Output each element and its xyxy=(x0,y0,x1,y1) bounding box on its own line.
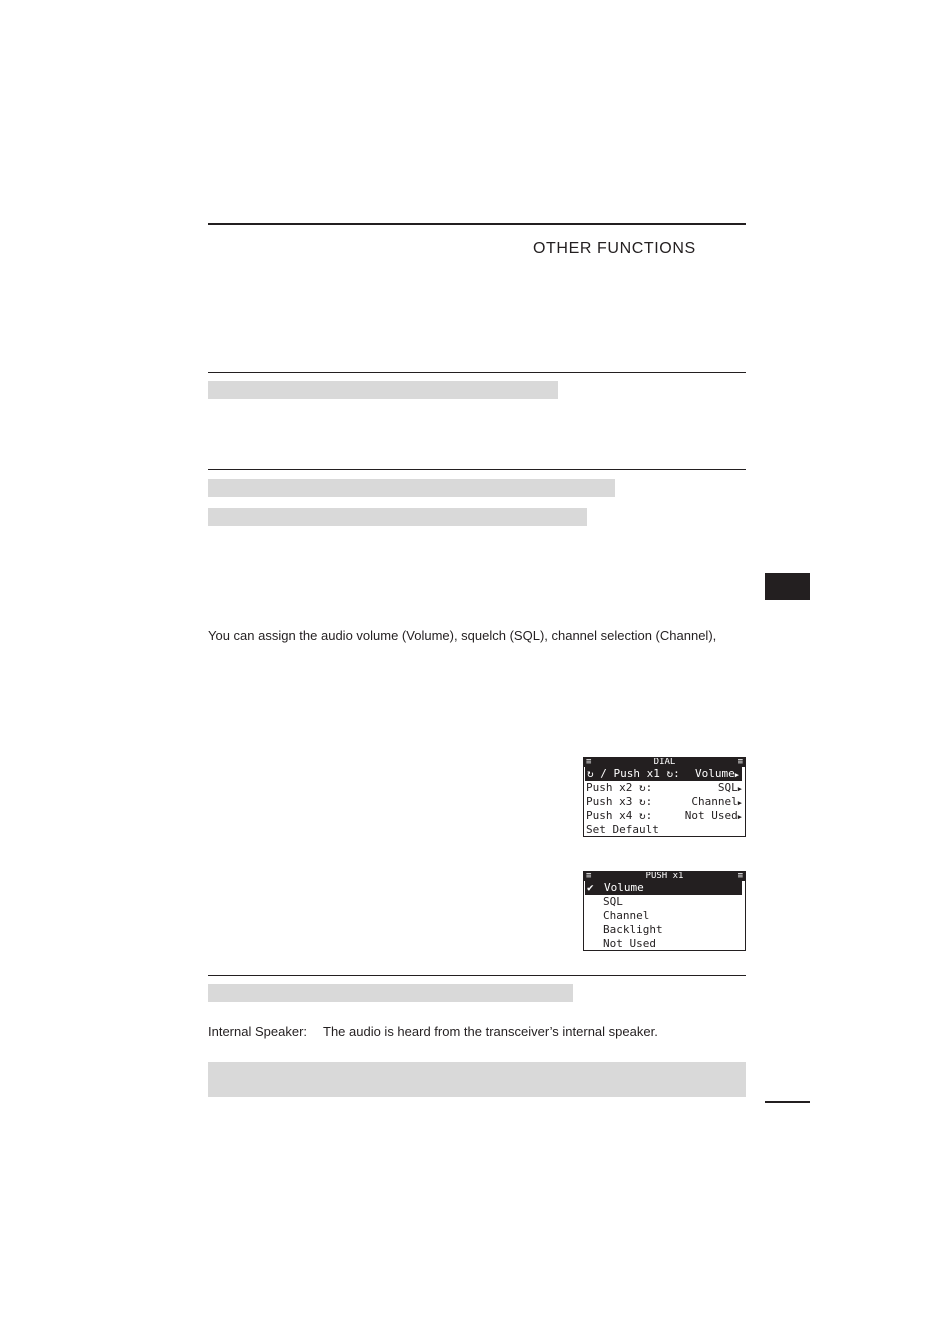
push-screen xyxy=(583,871,746,951)
right-arrow-icon: ▶ xyxy=(737,799,742,807)
menu-icon: ≡ xyxy=(586,871,592,881)
section-heading-bar xyxy=(208,381,558,399)
dial-row-push4[interactable] xyxy=(584,809,745,823)
push-screen-title: PUSH x1 xyxy=(645,871,684,881)
push-screen-titlebar xyxy=(584,872,745,881)
push-option-label: Backlight xyxy=(603,923,663,936)
push-option-volume[interactable] xyxy=(585,881,742,895)
menu-icon: ≡ xyxy=(737,871,743,881)
chapter-tab xyxy=(765,573,810,600)
note-box xyxy=(208,1062,746,1097)
section-heading-bar xyxy=(208,479,615,497)
header-rule xyxy=(208,223,746,225)
page-number-rule xyxy=(765,1101,810,1103)
chapter-title: OTHER FUNCTIONS xyxy=(533,240,696,257)
push-option-label: Not Used xyxy=(603,937,656,950)
dial-screen xyxy=(583,757,746,837)
section-rule xyxy=(208,372,746,373)
section-heading-bar xyxy=(208,984,573,1002)
dial-row-label: Push x4 ↻: xyxy=(586,809,653,822)
push-option-channel[interactable] xyxy=(584,909,745,923)
dial-row-value: Volume xyxy=(695,767,735,780)
section-rule xyxy=(208,469,746,470)
dial-row-push3[interactable] xyxy=(584,795,745,809)
push-option-label: Channel xyxy=(603,909,650,922)
menu-icon: ≡ xyxy=(737,757,743,767)
dial-row-value: Not Used xyxy=(684,809,738,822)
dial-row-label: Push x2 ↻: xyxy=(586,781,653,794)
push-option-not-used[interactable] xyxy=(584,937,745,951)
right-arrow-icon: ▶ xyxy=(737,785,742,793)
dial-row-value: SQL xyxy=(717,781,738,794)
dial-intro-text: You can assign the audio volume (Volume), squelch (SQL), channel selection (Channel), xyxy=(208,628,717,643)
right-arrow-icon: ▶ xyxy=(734,771,739,779)
push-option-label: Volume xyxy=(604,881,644,894)
dial-row-push2[interactable] xyxy=(584,781,745,795)
dial-row-label: Push x3 ↻: xyxy=(586,795,653,808)
right-arrow-icon: ▶ xyxy=(737,813,742,821)
dial-row-label: Set Default xyxy=(586,823,659,836)
speaker-definition xyxy=(208,1024,658,1039)
section-rule xyxy=(208,975,746,976)
push-option-label: SQL xyxy=(603,895,623,908)
speaker-description: The audio is heard from the transceiver’s internal speaker. xyxy=(323,1024,658,1039)
speaker-term: Internal Speaker: xyxy=(208,1024,308,1039)
subsection-heading-bar xyxy=(208,508,587,526)
push-option-backlight[interactable] xyxy=(584,923,745,937)
check-icon: ✔ xyxy=(587,881,594,894)
dial-screen-titlebar xyxy=(584,758,745,767)
push-option-sql[interactable] xyxy=(584,895,745,909)
dial-row-push1[interactable] xyxy=(585,767,742,781)
dial-row-value: Channel xyxy=(691,795,738,808)
menu-icon: ≡ xyxy=(586,757,592,767)
dial-screen-title: DIAL xyxy=(653,757,676,767)
dial-row-label: ↻ / Push x1 ↻: xyxy=(587,767,680,780)
dial-row-set-default[interactable] xyxy=(584,823,745,837)
